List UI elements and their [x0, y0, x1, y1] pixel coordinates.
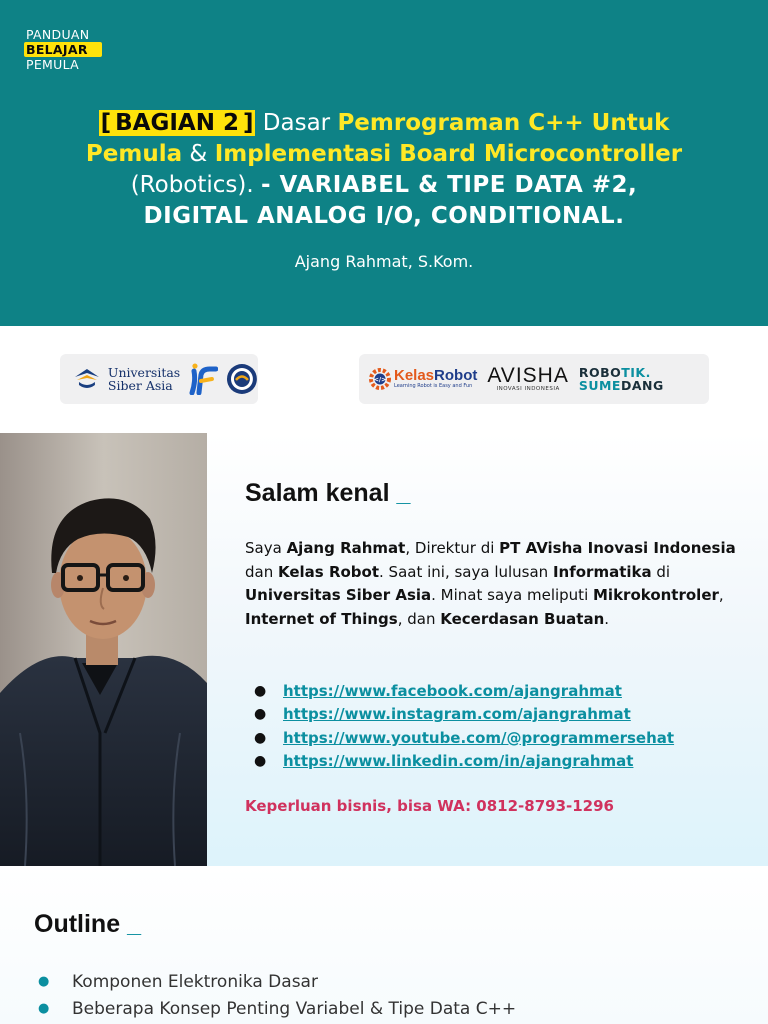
- brand-line-3: PEMULA: [26, 57, 79, 72]
- title-text-8: DIGITAL ANALOG I/O, CONDITIONAL.: [143, 203, 625, 229]
- robotik-text-b: TIK.: [621, 365, 651, 380]
- avisha-text: AVISHA: [487, 364, 569, 387]
- bullet-icon: ●: [254, 753, 267, 770]
- bullet-icon: ●: [38, 1001, 50, 1016]
- facebook-link[interactable]: https://www.facebook.com/ajangrahmat: [283, 681, 622, 700]
- title-text-4: &: [182, 141, 215, 167]
- outline-heading-cursor: _: [127, 910, 141, 938]
- brand-mark: [26, 27, 102, 72]
- outline-list: [38, 968, 516, 1022]
- intro-paragraph: Saya Ajang Rahmat, Direktur di PT AVisha Inovasi Indonesia dan Kelas Robot. Saat ini, saya lulusan Informatika di Universitas Siber Asia. Minat saya meliputi Mikrokontroler, Internet of Things, dan Kecerdasan Buatan.: [245, 539, 736, 628]
- kelas-text: Kelas: [394, 367, 435, 384]
- title-text-1: Dasar: [255, 110, 338, 136]
- list-item: [245, 726, 674, 750]
- outline-item-text: Komponen Elektronika Dasar: [72, 971, 318, 992]
- list-item: [38, 968, 516, 995]
- usa-line-2: Siber Asia: [107, 378, 173, 393]
- partner-logos-right: [359, 354, 709, 404]
- title-text-6: (Robotics).: [130, 172, 261, 198]
- author-name: Ajang Rahmat, S.Kom.: [294, 252, 474, 271]
- social-links: [245, 679, 674, 773]
- author-photo: [0, 433, 207, 866]
- intro-heading-cursor: _: [396, 479, 411, 507]
- avisha-logo: [487, 366, 568, 392]
- youtube-link[interactable]: https://www.youtube.com/@programmersehat: [283, 728, 675, 747]
- universitas-siber-asia-logo-icon: [74, 368, 100, 390]
- title-text-2: Pemrograman C++ Untuk: [337, 110, 670, 136]
- bullet-icon: ●: [254, 682, 267, 699]
- partner-logos-left: [60, 354, 258, 404]
- intro-heading: [245, 479, 410, 508]
- bullet-icon: ●: [38, 974, 50, 989]
- business-contact: Keperluan bisnis, bisa WA: 0812-8793-1296: [245, 797, 614, 815]
- intro-heading-text: Salam kenal: [245, 479, 390, 507]
- robot-text: Robot: [434, 367, 478, 384]
- unsia-seal-icon: [226, 363, 258, 395]
- avisha-subtext: INOVASI INDONESIA: [496, 386, 560, 392]
- page-title: [ BAGIAN 2 ] Dasar Pemrograman C++ Untuk Pemula & Implementasi Board Microcontroller (Robotics). - VARIABEL & TIPE DATA #2, DIGITAL ANALOG I/O, CONDITIONAL.: [85, 110, 683, 229]
- kelas-robot-logo: [369, 368, 477, 390]
- title-text-5: Implementasi Board Microcontroller: [214, 141, 683, 167]
- bullet-icon: ●: [254, 706, 267, 723]
- title-text-7: - VARIABEL & TIPE DATA #2,: [261, 172, 638, 198]
- instagram-link[interactable]: https://www.instagram.com/ajangrahmat: [283, 705, 631, 724]
- title-text-3: Pemula: [85, 141, 183, 167]
- intro-section: [207, 433, 768, 866]
- informatika-logo-icon: [188, 363, 218, 395]
- outline-item-text: Beberapa Konsep Penting Variabel & Tipe Data C++: [72, 998, 517, 1019]
- svg-text:</>: </>: [373, 376, 387, 384]
- usa-line-1: Universitas: [107, 365, 181, 380]
- outline-heading-text: Outline: [34, 910, 121, 938]
- robotik-text-a: ROBO: [578, 365, 622, 380]
- linkedin-link[interactable]: https://www.linkedin.com/in/ajangrahmat: [283, 752, 634, 771]
- outline-section: [0, 866, 768, 1024]
- gear-icon: [369, 368, 391, 390]
- robotik-sumedang-logo: [579, 366, 664, 392]
- list-item: [245, 679, 674, 703]
- header-banner: [0, 0, 768, 326]
- outline-heading: [34, 910, 141, 939]
- brand-line-2: BELAJAR: [24, 42, 102, 57]
- universitas-siber-asia-logo: [108, 366, 180, 392]
- list-item: [38, 995, 516, 1022]
- sumedang-text-b: DANG: [620, 378, 664, 393]
- bullet-icon: ●: [254, 729, 267, 746]
- sumedang-text-a: SUME: [578, 378, 621, 393]
- list-item: [245, 703, 674, 727]
- kelas-robot-tagline: Learning Robot is Easy and Fun: [394, 383, 473, 389]
- list-item: [245, 750, 674, 774]
- brand-line-1: PANDUAN: [26, 27, 90, 42]
- title-tag: BAGIAN 2: [115, 110, 239, 136]
